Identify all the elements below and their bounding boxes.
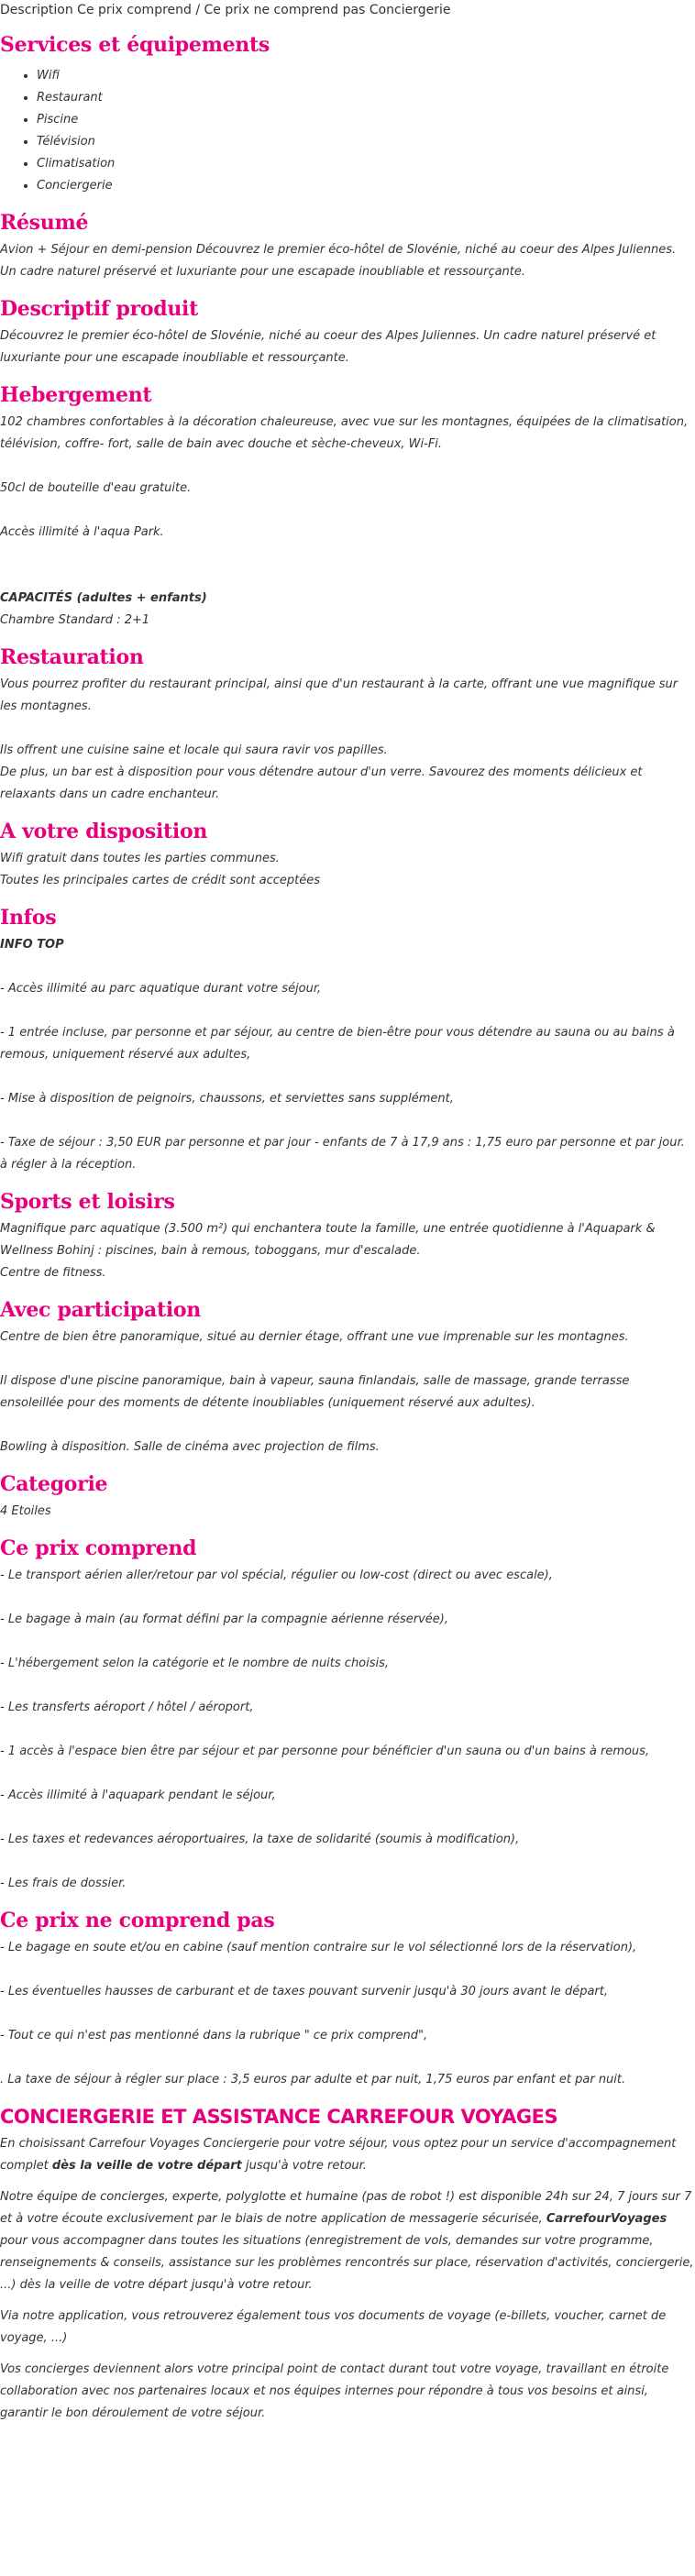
sports-p2: Centre de fitness. [0, 1266, 106, 1280]
infos-item: - Accès illimité au parc aquatique durant votre séjour, [0, 982, 322, 996]
capacites-title: CAPACITÉS (adultes + enfants) [0, 591, 207, 605]
service-item: • Climatisation [37, 153, 695, 175]
categorie-section [0, 1471, 695, 1523]
ne-comprend-item: . La taxe de séjour à régler sur place : 3,5 euros par adulte et par nuit, 1,75 euros par enfant et par nuit. [0, 2073, 626, 2086]
infos-item: - 1 entrée incluse, par personne et par séjour, au centre de bien-être pour vous détendre au sauna ou au bains à remous, uniquement réservé aux adultes, [0, 1026, 675, 1062]
conciergerie-section [0, 2104, 695, 2425]
restauration-title: Restauration [0, 645, 144, 669]
resume-section [0, 210, 695, 283]
categorie-text: 4 Etoiles [0, 1504, 51, 1518]
service-item: • Wifi [37, 65, 695, 87]
hebergement-p3: Accès illimité à l'aqua Park. [0, 525, 164, 539]
service-item: • Restaurant [37, 87, 695, 109]
comprend-item: - Accès illimité à l'aquapark pendant le séjour, [0, 1789, 276, 1802]
infos-section [0, 905, 695, 1176]
participation-section [0, 1297, 695, 1459]
services-title: Services et équipements [0, 33, 270, 57]
conciergerie-p3: Via notre application, vous retrouverez également tous vos documents de voyage (e-billets, voucher, carnet de voyage, ...) [0, 2309, 667, 2345]
ne-comprend-item: - Le bagage en soute et/ou en cabine (sauf mention contraire sur le vol sélectionné lors de la réservation), [0, 1941, 637, 1954]
descriptif-section [0, 296, 695, 369]
conciergerie-title: CONCIERGERIE ET ASSISTANCE CARREFOUR VOYAGES [0, 2106, 558, 2128]
disposition-section [0, 819, 695, 892]
infos-title: Infos [0, 906, 57, 930]
disposition-title: A votre disposition [0, 820, 208, 843]
infos-item: - Mise à disposition de peignoirs, chaussons, et serviettes sans supplément, [0, 1092, 454, 1106]
participation-p3: Bowling à disposition. Salle de cinéma avec projection de films. [0, 1440, 380, 1454]
infos-item: - Taxe de séjour : 3,50 EUR par personne et par jour - enfants de 7 à 17,9 ans : 1,75 euro par personne et par jour. à régler à la réception. [0, 1136, 685, 1172]
comprend-section [0, 1536, 695, 1895]
sports-p1: Magnifique parc aquatique (3.500 m²) qui enchantera toute la famille, une entrée quotidienne à l'Aquapark & Wellness Bohinj : piscines, bain à remous, toboggans, mur d'escalade. [0, 1222, 656, 1258]
hebergement-p2: 50cl de bouteille d'eau gratuite. [0, 481, 192, 495]
disposition-p2: Toutes les principales cartes de crédit sont acceptées [0, 874, 320, 887]
resume-title: Résumé [0, 211, 89, 235]
sports-section [0, 1189, 695, 1284]
breadcrumb: Description Ce prix comprend / Ce prix ne comprend pas Conciergerie [0, 3, 451, 17]
conciergerie-p1: En choisissant Carrefour Voyages Conciergerie pour votre séjour, vous optez pour un service d'accompagnement complet dès la veille de votre départ jusqu'à votre retour. [0, 2137, 677, 2173]
comprend-item: - Les taxes et redevances aéroportuaires, la taxe de solidarité (soumis à modification), [0, 1833, 520, 1846]
resume-text: Avion + Séjour en demi-pension Découvrez le premier éco-hôtel de Slovénie, niché au coeur des Alpes Juliennes. Un cadre naturel préservé et luxuriante pour une escapade inoubliable et ressourçante. [0, 243, 677, 279]
ne-comprend-title: Ce prix ne comprend pas [0, 1909, 275, 1932]
service-item: • Conciergerie [37, 175, 695, 197]
categorie-title: Categorie [0, 1472, 108, 1496]
ne-comprend-item: - Les éventuelles hausses de carburant et de taxes pouvant survenir jusqu'à 30 jours avant le départ, [0, 1985, 608, 1998]
hebergement-title: Hebergement [0, 383, 152, 407]
restauration-p1: Vous pourrez profiter du restaurant principal, ainsi que d'un restaurant à la carte, offrant une vue magnifique sur les montagnes. [0, 677, 678, 713]
comprend-item: - Les frais de dossier. [0, 1877, 127, 1890]
hebergement-p1: 102 chambres confortables à la décoration chaleureuse, avec vue sur les montagnes, équipées de la climatisation, télévision, coffre- fort, salle de bain avec douche et sèche-cheveux, Wi-Fi. [0, 415, 689, 451]
participation-p2: Il dispose d'une piscine panoramique, bain à vapeur, sauna finlandais, salle de massage, grande terrasse ensoleillée pour des moments de détente inoubliables (uniquement réservé aux adultes). [0, 1374, 630, 1410]
capacites-text: Chambre Standard : 2+1 [0, 613, 150, 627]
conciergerie-p2: Notre équipe de concierges, experte, polyglotte et humaine (pas de robot !) est disponible 24h sur 24, 7 jours sur 7 et à votre écoute exclusivement par le biais de notre application de messagerie sécurisée, CarrefourVoyages pour vous accompagner dans toutes les situations (enregistrement de vols, demandes sur votre programme, renseignements & conseils, assistance sur les problèmes rencontrés sur place, réservation d'activités, conciergerie, ...) dès la veille de votre départ jusqu'à votre retour. [0, 2190, 694, 2292]
disposition-p1: Wifi gratuit dans toutes les parties communes. [0, 852, 280, 865]
restauration-p3: De plus, un bar est à disposition pour vous détendre autour d'un verre. Savourez des moments délicieux et relaxants dans un cadre enchanteur. [0, 765, 643, 801]
descriptif-text: Découvrez le premier éco-hôtel de Slovénie, niché au coeur des Alpes Juliennes. Un cadre naturel préservé et luxuriante pour une escapade inoubliable et ressourçante. [0, 329, 656, 365]
descriptif-title: Descriptif produit [0, 297, 198, 321]
comprend-item: - Le bagage à main (au format défini par la compagnie aérienne réservée), [0, 1613, 449, 1626]
conciergerie-p4: Vos concierges deviennent alors votre principal point de contact durant tout votre voyage, travaillant en étroite collaboration avec nos partenaires locaux et nos équipes internes pour répondre à tous vos besoins et ainsi, garantir le bon déroulement de votre séjour. [0, 2362, 669, 2420]
comprend-item: - L'hébergement selon la catégorie et le nombre de nuits choisis, [0, 1657, 390, 1670]
ne-comprend-item: - Tout ce qui n'est pas mentionné dans la rubrique " ce prix comprend", [0, 2029, 428, 2042]
comprend-item: - Le transport aérien aller/retour par vol spécial, régulier ou low-cost (direct ou avec escale), [0, 1569, 553, 1582]
ne-comprend-section [0, 1908, 695, 2091]
comprend-item: - 1 accès à l'espace bien être par séjour et par personne pour bénéficier d'un sauna ou d'un bains à remous, [0, 1745, 650, 1758]
restauration-section [0, 644, 695, 806]
service-item: • Piscine [37, 109, 695, 131]
services-section [0, 32, 695, 197]
service-item: • Télévision [37, 131, 695, 153]
services-list [0, 65, 695, 197]
hebergement-section [0, 382, 695, 632]
comprend-title: Ce prix comprend [0, 1536, 197, 1560]
sports-title: Sports et loisirs [0, 1190, 175, 1214]
comprend-item: - Les transferts aéroport / hôtel / aéroport, [0, 1701, 254, 1714]
restauration-p2: Ils offrent une cuisine saine et locale qui saura ravir vos papilles. [0, 743, 388, 757]
participation-title: Avec participation [0, 1298, 201, 1322]
participation-p1: Centre de bien être panoramique, situé au dernier étage, offrant une vue imprenable sur les montagnes. [0, 1330, 629, 1344]
infos-subtitle: INFO TOP [0, 938, 64, 952]
